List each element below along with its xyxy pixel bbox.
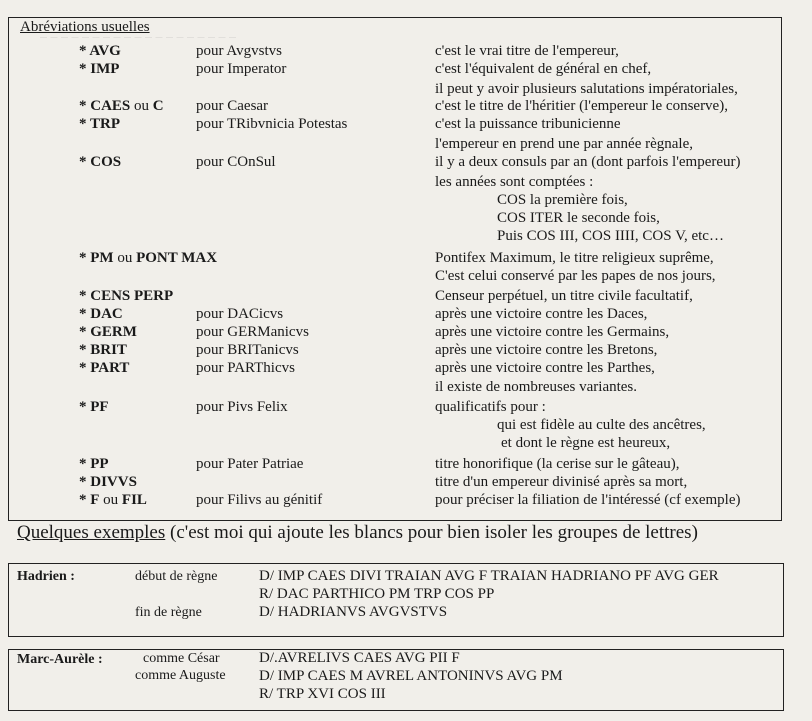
period-label: comme Auguste <box>135 668 226 683</box>
code-text: * PART <box>79 360 130 376</box>
abbreviation-code <box>79 61 119 78</box>
abbreviation-description: après une victoire contre les Daces, <box>435 306 648 322</box>
abbreviation-code <box>79 474 137 491</box>
abbreviation-description: COS ITER le seconde fois, <box>497 210 660 226</box>
example-marc-aurele <box>8 649 784 711</box>
abbreviation-description: pour préciser la filiation de l'intéressé (cf exemple) <box>435 492 741 508</box>
code-text: * PF <box>79 399 109 415</box>
coin-legend: R/ TRP XVI COS III <box>259 686 386 702</box>
code-separator: ou <box>113 250 137 266</box>
abbreviation-meaning: pour Imperator <box>196 61 287 77</box>
emperor-name: Marc-Aurèle : <box>17 652 103 667</box>
coin-legend: D/ IMP CAES M AVREL ANTONINVS AVG PM <box>259 668 563 684</box>
examples-heading-rest: (c'est moi qui ajoute les blancs pour bien isoler les groupes de lettres) <box>165 522 698 543</box>
abbreviation-description: c'est l'équivalent de général en chef, <box>435 61 652 77</box>
abbreviation-description: COS la première fois, <box>497 192 628 208</box>
examples-heading <box>17 522 698 544</box>
abbreviation-description: Pontifex Maximum, le titre religieux suprême, <box>435 250 714 266</box>
coin-legend: D/.AVRELIVS CAES AVG PII F <box>259 650 460 666</box>
abbreviation-meaning: pour BRITanicvs <box>196 342 299 358</box>
code-separator: ou <box>130 98 153 114</box>
code-alt-text: FIL <box>121 492 147 508</box>
code-text: * GERM <box>79 324 137 340</box>
abbreviation-description: après une victoire contre les Parthes, <box>435 360 655 376</box>
abbreviation-meaning: pour Pivs Felix <box>196 399 288 415</box>
code-text: * PM <box>79 250 114 266</box>
code-alt-text: PONT MAX <box>136 250 218 266</box>
abbreviation-description: et dont le règne est heureux, <box>501 435 671 451</box>
code-text: * BRIT <box>79 342 127 358</box>
abbreviation-description: titre honorifique (la cerise sur le gâteau), <box>435 456 680 472</box>
code-text: * CENS PERP <box>79 288 174 304</box>
abbreviation-meaning: pour COnSul <box>196 154 276 170</box>
abbreviation-description: Puis COS III, COS IIII, COS V, etc… <box>497 228 724 244</box>
abbreviation-meaning: pour Avgvstvs <box>196 43 282 59</box>
abbreviation-meaning: pour Caesar <box>196 98 269 114</box>
abbreviation-description: c'est la puissance tribunicienne <box>435 116 621 132</box>
code-text: * DIVVS <box>79 474 137 490</box>
code-text: * PP <box>79 456 109 472</box>
example-hadrien <box>8 563 784 637</box>
code-text: * AVG <box>79 43 121 59</box>
abbreviation-code <box>79 399 109 416</box>
abbreviation-description: Censeur perpétuel, un titre civile facultatif, <box>435 288 693 304</box>
abbreviations-title: Abréviations usuelles <box>20 19 150 35</box>
print-through: ⎯ ⎯ ⎯ ⎯ ⎯ ⎯ ⎯ ⎯ ⎯ ⎯ ⎯ ⎯ ⎯ ⎯ ⎯ ⎯ ⎯ ⎯ ⎯ <box>40 30 236 45</box>
abbreviation-description: C'est celui conservé par les papes de nos jours, <box>435 268 716 284</box>
code-alt-text: C <box>152 98 164 114</box>
abbreviation-code <box>79 492 147 509</box>
emperor-name: Hadrien : <box>17 569 75 584</box>
abbreviation-code <box>79 306 123 323</box>
abbreviation-code <box>79 288 173 305</box>
abbreviation-description: il peut y avoir plusieurs salutations impératoriales, <box>435 81 738 97</box>
abbreviation-meaning: pour Pater Patriae <box>196 456 304 472</box>
abbreviation-code <box>79 154 121 171</box>
code-text: * DAC <box>79 306 123 322</box>
abbreviation-code <box>79 456 109 473</box>
coin-legend: R/ DAC PARTHICO PM TRP COS PP <box>259 586 495 602</box>
abbreviations-box <box>8 17 782 521</box>
code-text: * IMP <box>79 61 120 77</box>
abbreviation-description: après une victoire contre les Bretons, <box>435 342 658 358</box>
abbreviation-meaning: pour PARThicvs <box>196 360 295 376</box>
code-text: * CAES <box>79 98 131 114</box>
abbreviation-description: titre d'un empereur divinisé après sa mort, <box>435 474 688 490</box>
abbreviation-description: qui est fidèle au culte des ancêtres, <box>497 417 706 433</box>
code-separator: ou <box>99 492 122 508</box>
abbreviation-meaning: pour DACicvs <box>196 306 284 322</box>
abbreviation-description: il existe de nombreuses variantes. <box>435 379 638 395</box>
code-text: * F <box>79 492 100 508</box>
abbreviation-description: l'empereur en prend une par année règnale, <box>435 136 693 152</box>
abbreviation-description: il y a deux consuls par an (dont parfois l'empereur) <box>435 154 741 170</box>
abbreviation-description: c'est le titre de l'héritier (l'empereur le conserve), <box>435 98 728 114</box>
abbreviation-code <box>79 324 137 341</box>
abbreviation-meaning: pour TRibvnicia Potestas <box>196 116 348 132</box>
code-text: * COS <box>79 154 122 170</box>
abbreviation-description: c'est le vrai titre de l'empereur, <box>435 43 619 59</box>
abbreviation-code <box>79 250 217 267</box>
abbreviation-meaning: pour GERManicvs <box>196 324 309 340</box>
period-label: début de règne <box>135 569 218 584</box>
code-text: * TRP <box>79 116 120 132</box>
abbreviation-code <box>79 360 129 377</box>
abbreviation-code <box>79 342 127 359</box>
abbreviation-code <box>79 43 121 60</box>
coin-legend: D/ HADRIANVS AVGVSTVS <box>259 604 448 620</box>
abbreviation-description: les années sont comptées : <box>435 174 594 190</box>
abbreviation-code <box>79 116 120 133</box>
abbreviation-description: après une victoire contre les Germains, <box>435 324 670 340</box>
abbreviation-meaning: pour Filivs au génitif <box>196 492 323 508</box>
examples-heading-underlined: Quelques exemples <box>17 522 166 543</box>
abbreviation-description: qualificatifs pour : <box>435 399 546 415</box>
period-label: fin de règne <box>135 605 202 620</box>
abbreviation-code <box>79 98 164 115</box>
period-label: comme César <box>143 651 220 666</box>
coin-legend: D/ IMP CAES DIVI TRAIAN AVG F TRAIAN HADRIANO PF AVG GER <box>259 568 719 584</box>
